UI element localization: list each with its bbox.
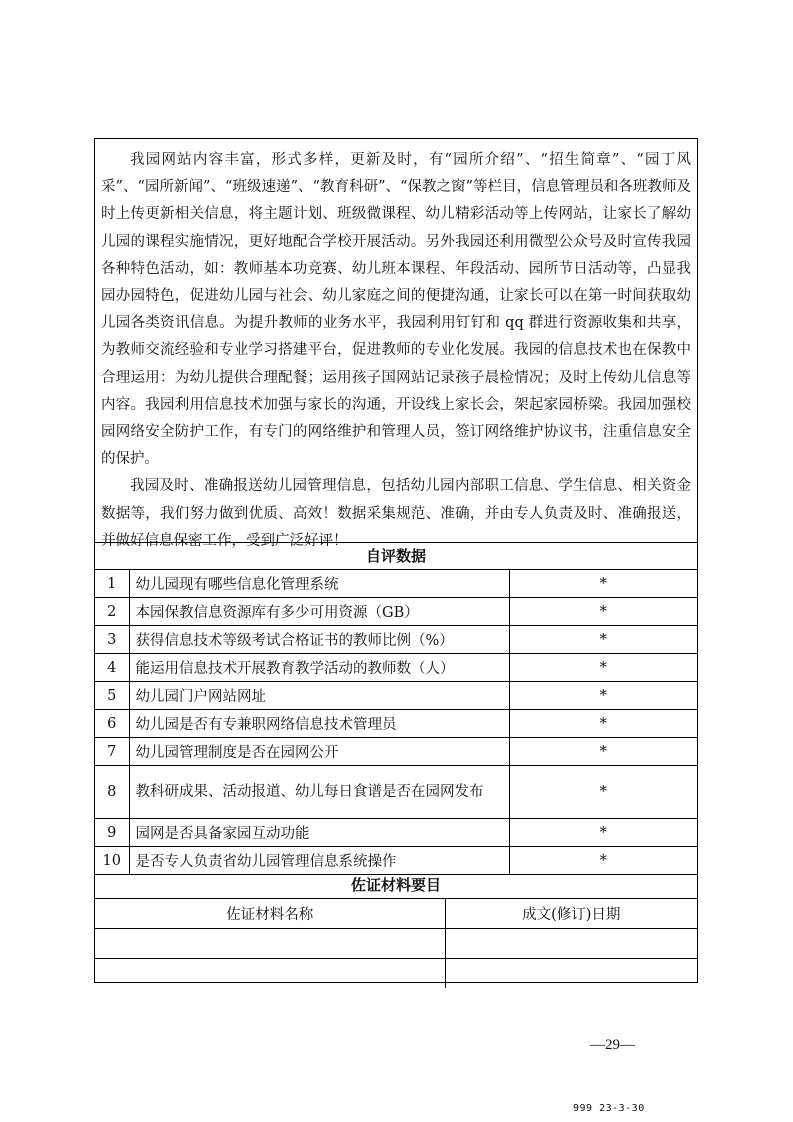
row-value: *: [509, 766, 697, 819]
evidence-name-cell[interactable]: [95, 959, 445, 989]
row-question: 获得信息技术等级考试合格证书的教师比例（%）: [129, 626, 509, 654]
table-row: [95, 626, 697, 654]
row-value: *: [509, 682, 697, 710]
evidence-date-cell[interactable]: [445, 959, 697, 989]
table-row: [95, 598, 697, 626]
row-number: 1: [95, 570, 129, 598]
row-number: 3: [95, 626, 129, 654]
row-question: 园网是否具备家园互动功能: [129, 819, 509, 847]
row-value: *: [509, 847, 697, 875]
table-row: [95, 959, 697, 989]
evidence-date-cell[interactable]: [445, 929, 697, 959]
row-question: 幼儿园管理制度是否在园网公开: [129, 738, 509, 766]
row-value: *: [509, 654, 697, 682]
form-frame: [94, 138, 698, 983]
table-row: [95, 847, 697, 875]
self-eval-table: [95, 570, 697, 875]
evidence-date-header: 成文(修订)日期: [445, 899, 697, 929]
row-value: *: [509, 598, 697, 626]
table-row: [95, 654, 697, 682]
row-question: 幼儿园是否有专兼职网络信息技术管理员: [129, 710, 509, 738]
row-number: 6: [95, 710, 129, 738]
footer-stamp: 999 23-3-30: [573, 1103, 645, 1114]
evidence-title: 佐证材料要目: [95, 872, 697, 899]
row-value: *: [509, 710, 697, 738]
narrative-paragraph-1: 我园网站内容丰富，形式多样，更新及时，有“园所介绍”、“招生简章”、“园丁风采”、“园所新闻”、“班级速递”、“教育科研”、“保教之窗”等栏目，信息管理员和各班教师及时上传更新相关信息，将主题计划、班级微课程、幼儿精彩活动等上传网站，让家长了解幼儿园的课程实施情况，更好地配合学校开展活动。另外我园还利用微型公众号及时宣传我园各种特色活动，如：教师基本功竞赛、幼儿班本课程、年段活动、园所节日活动等，凸显我园办园特色，促进幼儿园与社会、幼儿家庭之间的便捷沟通，让家长可以在第一时间获取幼儿园各类资讯信息。为提升教师的业务水平，我园利用钉钉和 qq 群进行资源收集和共享，为教师交流经验和专业学习搭建平台，促进教师的专业化发展。我园的信息技术也在保教中合理运用：为幼儿提供合理配餐；运用孩子国网站记录孩子晨检情况；及时上传幼儿信息等内容。我园利用信息技术加强与家长的沟通，开设线上家长会，架起家园桥梁。我园加强校园网络安全防护工作，有专门的网络维护和管理人员，签订网络维护协议书，注重信息安全的保护。: [101, 152, 691, 468]
table-row: [95, 710, 697, 738]
table-row: [95, 819, 697, 847]
page-number: —29—: [590, 1037, 635, 1053]
row-number: 4: [95, 654, 129, 682]
row-number: 7: [95, 738, 129, 766]
evidence-header-row: [95, 899, 697, 929]
narrative-paragraph-2: 我园及时、准确报送幼儿园管理信息，包括幼儿园内部职工信息、学生信息、相关资金数据等，我们努力做到优质、高效！数据采集规范、准确，并由专人负责及时、准确报送，并做好信息保密工作，受到广泛好评！: [101, 478, 691, 549]
evidence-table: [95, 899, 697, 988]
row-number: 9: [95, 819, 129, 847]
row-value: *: [509, 570, 697, 598]
table-row: [95, 570, 697, 598]
table-row: [95, 682, 697, 710]
evidence-name-cell[interactable]: [95, 929, 445, 959]
row-value: *: [509, 819, 697, 847]
row-question: 幼儿园现有哪些信息化管理系统: [129, 570, 509, 598]
row-question: 本园保教信息资源库有多少可用资源（GB）: [129, 598, 509, 626]
row-number: 8: [95, 766, 129, 819]
row-question: 是否专人负责省幼儿园管理信息系统操作: [129, 847, 509, 875]
row-number: 10: [95, 847, 129, 875]
row-question: 教科研成果、活动报道、幼儿每日食谱是否在园网发布: [129, 766, 509, 819]
table-row: [95, 766, 697, 819]
row-value: *: [509, 738, 697, 766]
table-row: [95, 738, 697, 766]
table-row: [95, 929, 697, 959]
evidence-name-header: 佐证材料名称: [95, 899, 445, 929]
self-eval-title: 自评数据: [95, 543, 697, 570]
row-number: 2: [95, 598, 129, 626]
narrative-section: [95, 139, 697, 549]
row-value: *: [509, 626, 697, 654]
row-question: 能运用信息技术开展教育教学活动的教师数（人）: [129, 654, 509, 682]
row-number: 5: [95, 682, 129, 710]
row-question: 幼儿园门户网站网址: [129, 682, 509, 710]
